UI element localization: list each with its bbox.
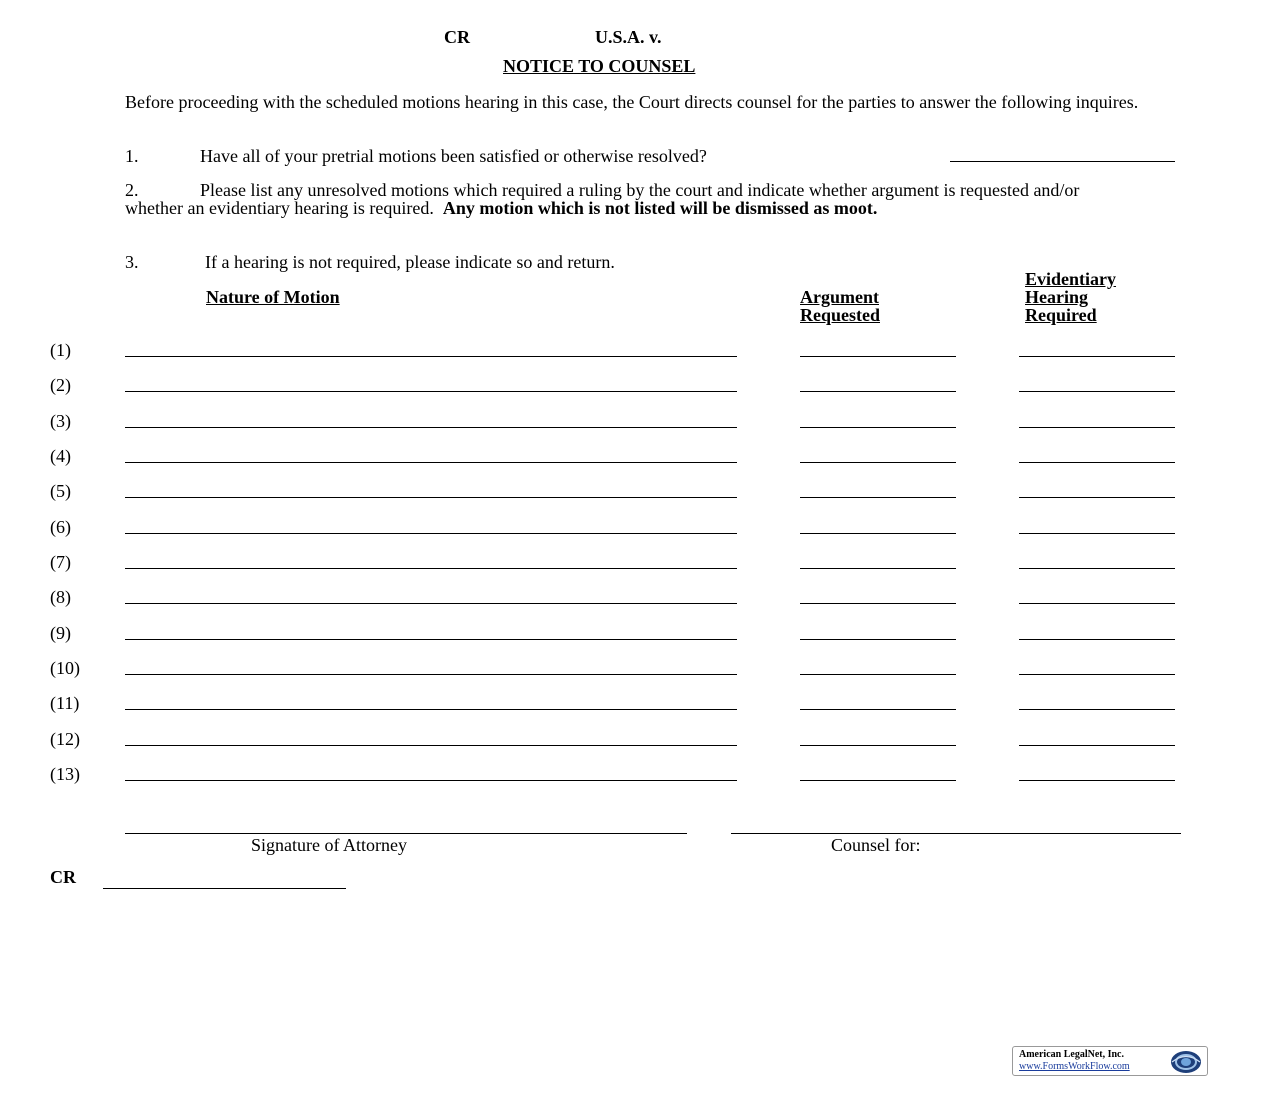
american-legalnet-logo xyxy=(1012,1046,1208,1076)
row-number: (3) xyxy=(50,411,71,431)
q1-answer-field[interactable] xyxy=(950,161,1175,162)
argument-requested-field[interactable] xyxy=(800,603,956,604)
evidentiary-hearing-field[interactable] xyxy=(1019,674,1175,675)
argument-requested-field[interactable] xyxy=(800,568,956,569)
page-title: NOTICE TO COUNSEL xyxy=(503,56,696,76)
logo-company: American LegalNet, Inc. xyxy=(1019,1049,1124,1060)
nature-of-motion-field[interactable] xyxy=(125,674,737,675)
nature-of-motion-field[interactable] xyxy=(125,427,737,428)
argument-requested-field[interactable] xyxy=(800,745,956,746)
counsel-for-line[interactable] xyxy=(731,833,1181,834)
argument-requested-field[interactable] xyxy=(800,709,956,710)
evidentiary-hearing-field[interactable] xyxy=(1019,568,1175,569)
argument-requested-field[interactable] xyxy=(800,780,956,781)
row-number: (13) xyxy=(50,764,80,784)
argument-requested-field[interactable] xyxy=(800,356,956,357)
globe-icon xyxy=(1169,1049,1203,1075)
evidentiary-hearing-field[interactable] xyxy=(1019,745,1175,746)
row-number: (6) xyxy=(50,517,71,537)
header-cr-label: CR xyxy=(444,27,470,47)
nature-of-motion-field[interactable] xyxy=(125,780,737,781)
argument-requested-field[interactable] xyxy=(800,639,956,640)
row-number: (8) xyxy=(50,587,71,607)
col-header-nature: Nature of Motion xyxy=(206,287,340,307)
row-number: (5) xyxy=(50,481,71,501)
row-number: (2) xyxy=(50,375,71,395)
argument-requested-field[interactable] xyxy=(800,533,956,534)
nature-of-motion-field[interactable] xyxy=(125,391,737,392)
nature-of-motion-field[interactable] xyxy=(125,497,737,498)
footer-cr-label: CR xyxy=(50,867,76,887)
argument-requested-field[interactable] xyxy=(800,391,956,392)
evidentiary-hearing-field[interactable] xyxy=(1019,639,1175,640)
nature-of-motion-field[interactable] xyxy=(125,745,737,746)
nature-of-motion-field[interactable] xyxy=(125,533,737,534)
q2-text: Please list any unresolved motions which required a ruling by the court and indicate whether argument is requested and/or whether an evidentiary hearing is required. xyxy=(125,180,1080,218)
q1-number: 1. xyxy=(125,146,139,166)
row-number: (7) xyxy=(50,552,71,572)
q2-number: 2. xyxy=(125,180,139,200)
q3-number: 3. xyxy=(125,252,139,272)
evidentiary-hearing-field[interactable] xyxy=(1019,603,1175,604)
attorney-signature-label: Signature of Attorney xyxy=(251,835,407,855)
row-number: (11) xyxy=(50,693,80,713)
argument-requested-field[interactable] xyxy=(800,497,956,498)
col-header-evidentiary-2: Hearing xyxy=(1025,287,1088,307)
evidentiary-hearing-field[interactable] xyxy=(1019,356,1175,357)
argument-requested-field[interactable] xyxy=(800,427,956,428)
evidentiary-hearing-field[interactable] xyxy=(1019,427,1175,428)
col-header-evidentiary-1: Evidentiary xyxy=(1025,269,1117,289)
intro-paragraph: Before proceeding with the scheduled motions hearing in this case, the Court directs counsel for the parties to answer the following inquires. xyxy=(125,92,1139,112)
logo-url[interactable]: www.FormsWorkFlow.com xyxy=(1019,1061,1130,1072)
nature-of-motion-field[interactable] xyxy=(125,709,737,710)
nature-of-motion-field[interactable] xyxy=(125,639,737,640)
argument-requested-field[interactable] xyxy=(800,674,956,675)
col-header-argument-2: Requested xyxy=(800,305,880,325)
col-header-argument-1: Argument xyxy=(800,287,879,307)
nature-of-motion-field[interactable] xyxy=(125,603,737,604)
row-number: (10) xyxy=(50,658,80,678)
q1-text: Have all of your pretrial motions been satisfied or otherwise resolved? xyxy=(200,146,707,166)
q2-bold-warning: Any motion which is not listed will be dismissed as moot. xyxy=(442,198,878,218)
row-number: (1) xyxy=(50,340,71,360)
evidentiary-hearing-field[interactable] xyxy=(1019,462,1175,463)
nature-of-motion-field[interactable] xyxy=(125,568,737,569)
q2-paragraph xyxy=(125,181,1130,217)
row-number: (4) xyxy=(50,446,71,466)
evidentiary-hearing-field[interactable] xyxy=(1019,533,1175,534)
footer-cr-field[interactable] xyxy=(103,888,346,889)
nature-of-motion-field[interactable] xyxy=(125,356,737,357)
q3-text: If a hearing is not required, please indicate so and return. xyxy=(205,252,615,272)
row-number: (9) xyxy=(50,623,71,643)
evidentiary-hearing-field[interactable] xyxy=(1019,497,1175,498)
row-number: (12) xyxy=(50,729,80,749)
case-caption: U.S.A. v. xyxy=(595,27,662,47)
argument-requested-field[interactable] xyxy=(800,462,956,463)
evidentiary-hearing-field[interactable] xyxy=(1019,391,1175,392)
nature-of-motion-field[interactable] xyxy=(125,462,737,463)
evidentiary-hearing-field[interactable] xyxy=(1019,780,1175,781)
evidentiary-hearing-field[interactable] xyxy=(1019,709,1175,710)
col-header-evidentiary-3: Required xyxy=(1025,305,1097,325)
counsel-for-label: Counsel for: xyxy=(831,835,921,855)
attorney-signature-line[interactable] xyxy=(125,833,687,834)
